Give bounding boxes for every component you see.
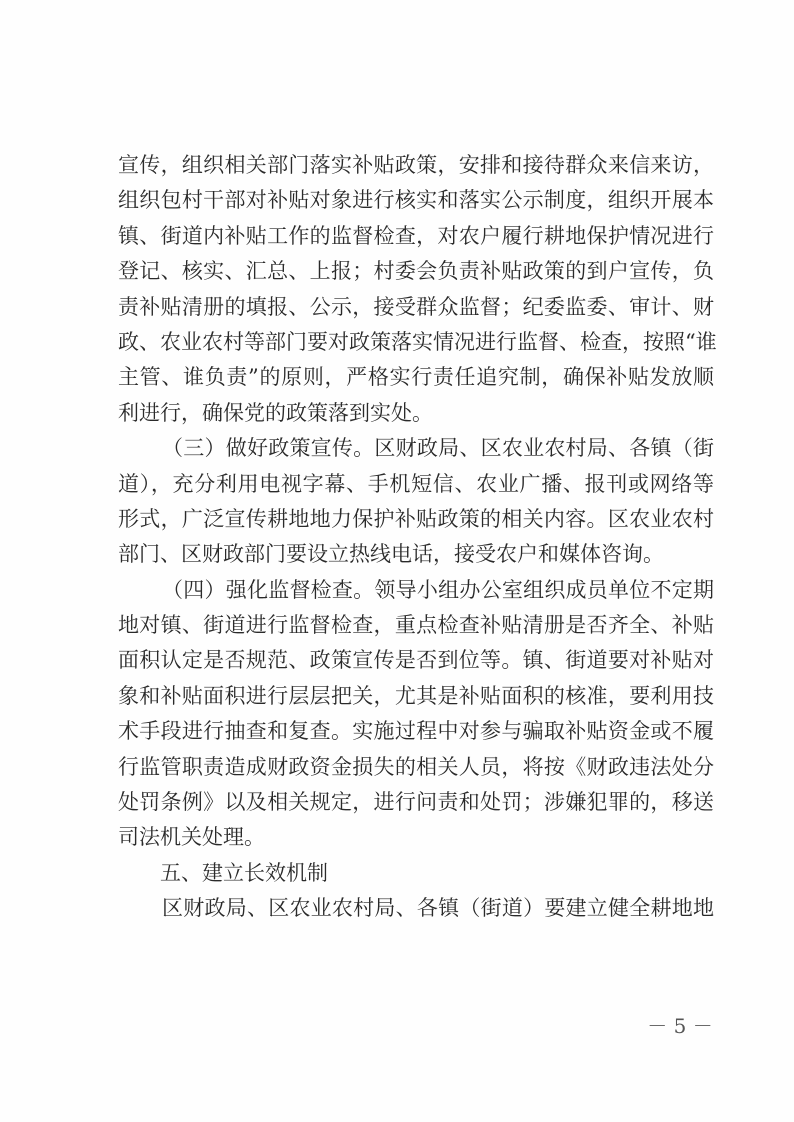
- body-line-15: 面积认定是否规范、政策宣传是否到位等。镇、街道要对补贴对: [118, 648, 714, 673]
- body-line-5: 责补贴清册的填报、公示，接受群众监督；纪委监委、审计、财: [118, 294, 714, 319]
- body-line-7: 主管、谁负责”的原则，严格实行责任追究制，确保补贴发放顺: [118, 365, 714, 390]
- body-line-4: 登记、核实、汇总、上报；村委会负责补贴政策的到户宣传，负: [118, 259, 714, 284]
- body-line-19: 处罚条例》以及相关规定，进行问责和处罚；涉嫌犯罪的，移送: [118, 790, 714, 815]
- body-line-11: 形式，广泛宣传耕地地力保护补贴政策的相关内容。区农业农村: [118, 506, 714, 531]
- body-line-14: 地对镇、街道进行监督检查，重点检查补贴清册是否齐全、补贴: [118, 613, 714, 638]
- body-line-20: 司法机关处理。: [118, 825, 265, 850]
- body-line-12: 部门、区财政部门要设立热线电话，接受农户和媒体咨询。: [118, 542, 664, 567]
- section-three-first-line: （三）做好政策宣传。区财政局、区农业农村局、各镇（街: [162, 436, 714, 461]
- section-heading-five: 五、建立长效机制: [160, 860, 328, 885]
- body-line-2: 组织包村干部对补贴对象进行核实和落实公示制度，组织开展本: [118, 188, 714, 213]
- page-number: － 5 －: [647, 1014, 713, 1038]
- body-line-3: 镇、街道内补贴工作的监督检查，对农户履行耕地保护情况进行: [118, 223, 714, 248]
- body-line-16: 象和补贴面积进行层层把关，尤其是补贴面积的核准，要利用技: [118, 683, 714, 708]
- body-line-18: 行监管职责造成财政资金损失的相关人员，将按《财政违法处分: [118, 754, 714, 779]
- section-four-first-line: （四）强化监督检查。领导小组办公室组织成员单位不定期: [162, 577, 714, 602]
- body-line-8: 利进行，确保党的政策落到实处。: [118, 400, 433, 425]
- document-body: [118, 148, 717, 927]
- body-line-1: 宣传，组织相关部门落实补贴政策，安排和接待群众来信来访，: [118, 153, 714, 177]
- body-line-10: 道），充分利用电视字幕、手机短信、农业广播、报刊或网络等: [118, 471, 714, 496]
- body-line-6: 政、农业农村等部门要对政策落实情况进行监督、检查，按照“谁: [118, 329, 717, 354]
- section-five-first-line: 区财政局、区农业农村局、各镇（街道）要建立健全耕地地: [162, 896, 714, 921]
- body-line-17: 术手段进行抽查和复查。实施过程中对参与骗取补贴资金或不履: [118, 719, 714, 744]
